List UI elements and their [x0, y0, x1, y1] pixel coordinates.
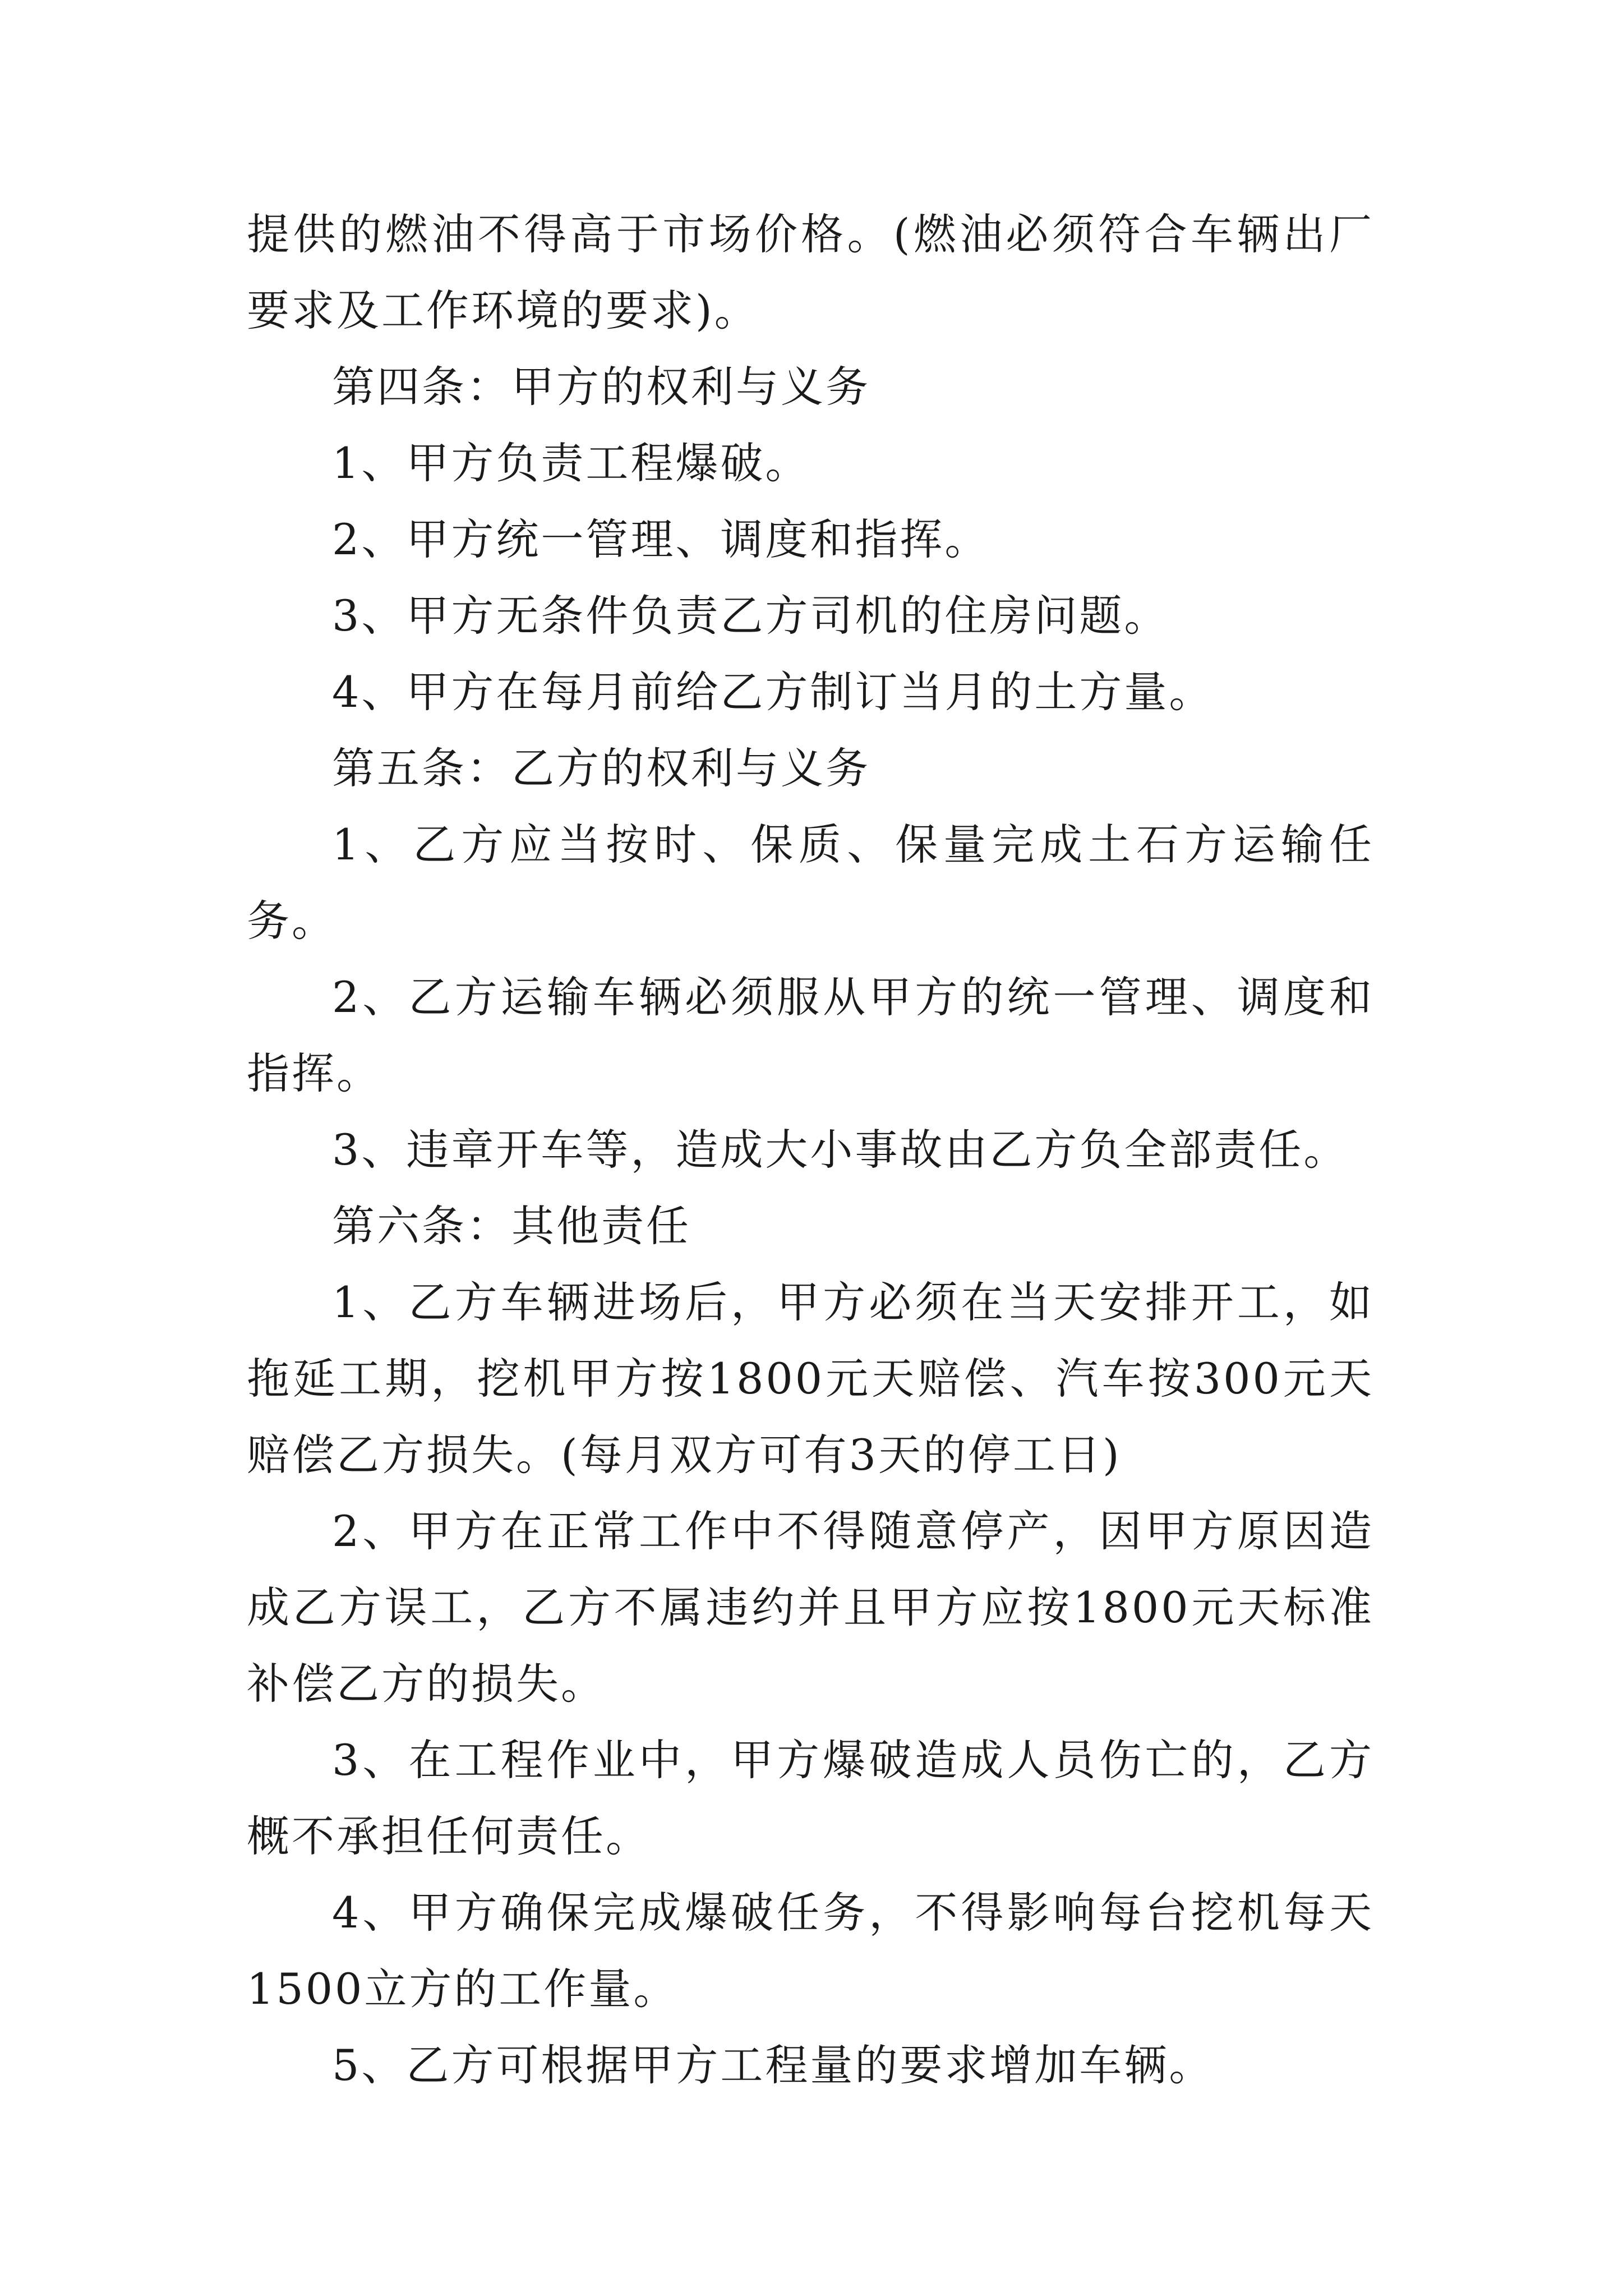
paragraph-article-4-item-3: 3、甲方无条件负责乙方司机的住房问题。	[332, 591, 1169, 641]
paragraph-article-5-item-2: 2、乙方运输车辆必须服从甲方的统一管理、调度和指挥。	[247, 972, 1374, 1098]
paragraph-article-6-item-4: 4、甲方确保完成爆破任务，不得影响每台挖机每天1500立方的工作量。	[247, 1888, 1374, 2014]
document-body	[247, 196, 1374, 2104]
paragraph-article-4-item-2: 2、甲方统一管理、调度和指挥。	[332, 514, 990, 564]
paragraph-article-6-item-3: 3、在工程作业中，甲方爆破造成人员伤亡的，乙方概不承担任何责任。	[247, 1735, 1374, 1861]
paragraph-fuel-continuation: 提供的燃油不得高于市场价格。(燃油必须符合车辆出厂要求及工作环境的要求)。	[247, 209, 1374, 335]
heading-article-4: 第四条：甲方的权利与义务	[332, 362, 870, 412]
paragraph-article-5-item-3: 3、违章开车等，造成大小事故由乙方负全部责任。	[332, 1125, 1349, 1175]
paragraph-article-4-item-1: 1、甲方负责工程爆破。	[332, 438, 810, 488]
heading-article-6: 第六条：其他责任	[332, 1201, 691, 1251]
heading-article-5: 第五条：乙方的权利与义务	[332, 743, 870, 793]
paragraph-article-4-item-4: 4、甲方在每月前给乙方制订当月的土方量。	[332, 667, 1214, 717]
paragraph-article-6-item-2: 2、甲方在正常工作中不得随意停产，因甲方原因造成乙方误工，乙方不属违约并且甲方应按1800元天标准补偿乙方的损失。	[247, 1506, 1374, 1709]
paragraph-article-6-item-5: 5、乙方可根据甲方工程量的要求增加车辆。	[332, 2040, 1214, 2090]
paragraph-article-6-item-1: 1、乙方车辆进场后，甲方必须在当天安排开工，如拖延工期，挖机甲方按1800元天赔偿、汽车按300元天赔偿乙方损失。(每月双方可有3天的停工日)	[247, 1277, 1374, 1480]
paragraph-article-5-item-1: 1、乙方应当按时、保质、保量完成土石方运输任务。	[247, 820, 1374, 946]
